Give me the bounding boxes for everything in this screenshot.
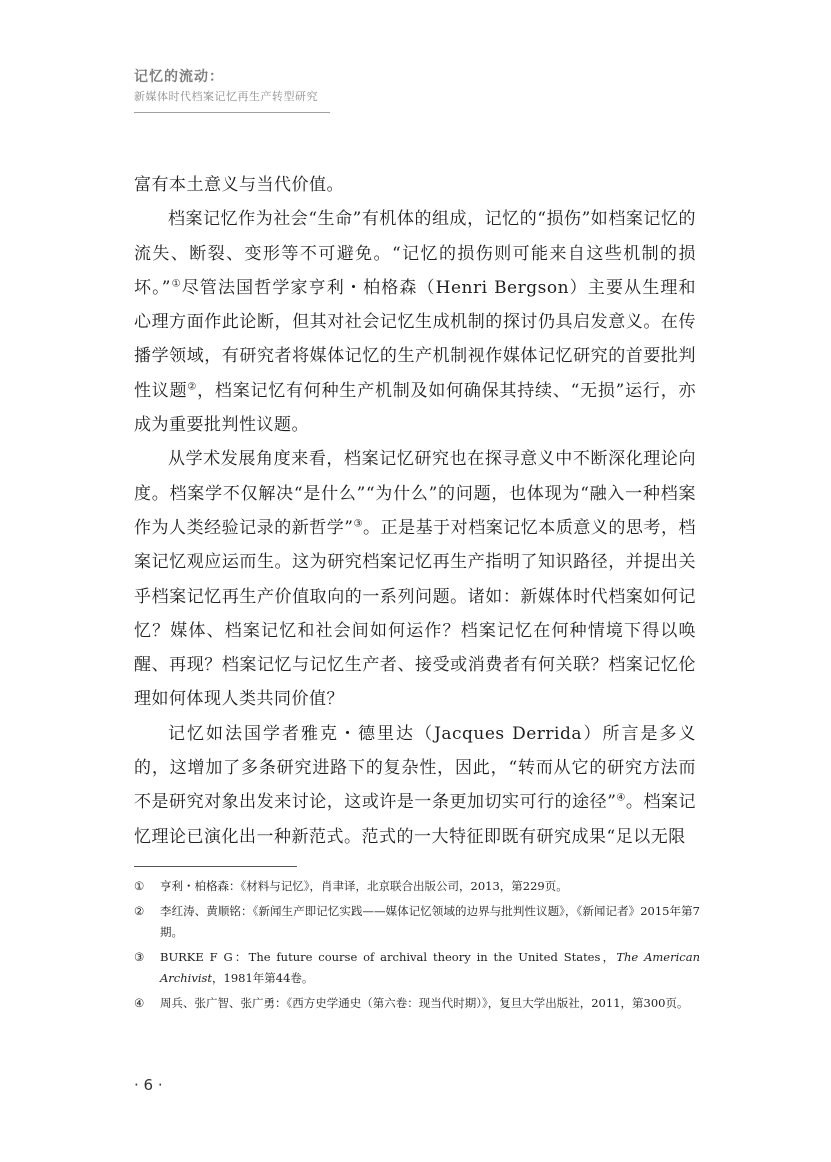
footnote-number: ③ bbox=[134, 950, 145, 964]
paragraph-text: 记忆如法国学者雅克・德里达（Jacques Derrida）所言是多义的，这增加了多条研究进路下的复杂性，因此，“转而从它的研究方法而不是研究对象出发来讨论，这或许是一条更加切实可行的途径” bbox=[134, 723, 696, 813]
paragraph-2 bbox=[134, 202, 696, 442]
footnote-1 bbox=[134, 876, 700, 897]
paragraph-text: 。正是基于对档案记忆本质意义的思考，档案记忆观应运而生。这为研究档案记忆再生产指明了知识路径，并提出关乎档案记忆再生产价值取向的一系列问题。诸如：新媒体时代档案如何记忆？媒体、档案记忆和社会间如何运作？档案记忆在何种情境下得以唤醒、再现？档案记忆与记忆生产者、接受或消费者有何关联？档案记忆伦理如何体现人类共同价值？ bbox=[134, 517, 697, 710]
footnotes bbox=[134, 876, 700, 1018]
footnote-3 bbox=[134, 947, 700, 989]
paragraph-text: 从学术发展角度来看，档案记忆研究也在探寻意义中不断深化理论向度。档案学不仅解决“是什么”“为什么”的问题，也体现为“融入一种档案作为人类经验记录的新哲学” bbox=[134, 449, 696, 538]
page-number: · 6 · bbox=[134, 1076, 163, 1094]
footnote-4 bbox=[134, 993, 700, 1014]
footnote-text-part: BURKE F G：The future course of archival theory in the United States， bbox=[160, 950, 617, 964]
footnote-rule bbox=[134, 866, 297, 867]
journal-title: The American Archivist bbox=[160, 950, 700, 985]
footnote-text-part: ，1981年第44卷。 bbox=[212, 971, 314, 985]
paragraph-text: 尽管法国哲学家亨利・柏格森（Henri Bergson）主要从生理和心理方面作此论断，但其对社会记忆生成机制的探讨仍具启发意义。在传播学领域，有研究者将媒体记忆的生产机制视作媒体记忆研究的首要批判性议题 bbox=[134, 277, 696, 401]
paragraph-text: ，档案记忆有何种生产机制及如何确保其持续、“无损”运行，亦成为重要批判性议题。 bbox=[134, 380, 697, 436]
footnote-number: ① bbox=[134, 879, 145, 893]
footnote-ref[interactable]: ② bbox=[187, 381, 198, 393]
footnote-text: 亨利・柏格森：《材料与记忆》，肖聿译，北京联合出版公司，2013，第229页。 bbox=[160, 879, 568, 893]
book-subtitle: 新媒体时代档案记忆再生产转型研究 bbox=[134, 90, 318, 103]
book-title: 记忆的流动： bbox=[134, 69, 224, 85]
paragraph-1 bbox=[134, 168, 696, 202]
body-text bbox=[134, 168, 696, 854]
footnote-2 bbox=[134, 901, 700, 943]
footnote-number: ④ bbox=[134, 996, 145, 1010]
paragraph-text: 富有本土意义与当代价值。 bbox=[134, 175, 344, 195]
footnote-text: 李红涛、黄顺铭：《新闻生产即记忆实践——媒体记忆领域的边界与批判性议题》，《新闻记者》2015年第7期。 bbox=[160, 904, 700, 939]
footnote-ref[interactable]: ① bbox=[170, 278, 182, 290]
running-header bbox=[134, 68, 330, 113]
footnote-ref[interactable]: ④ bbox=[616, 792, 626, 804]
paragraph-text: 档案记忆作为社会“生命”有机体的组成，记忆的“损伤”如档案记忆的流失、断裂、变形等不可避免。“记忆的损伤则可能来自这些机制的损坏。” bbox=[134, 209, 696, 298]
paragraph-3 bbox=[134, 442, 696, 716]
footnote-text bbox=[160, 947, 700, 989]
footnote-number: ② bbox=[134, 904, 145, 918]
header-rule bbox=[134, 112, 330, 113]
paragraph-text: 。档案记忆理论已演化出一种新范式。范式的一大特征即既有研究成果“足以无限 bbox=[134, 792, 696, 847]
paragraph-4 bbox=[134, 717, 696, 854]
footnote-ref[interactable]: ③ bbox=[353, 518, 364, 530]
footnote-text: 周兵、张广智、张广勇：《西方史学通史（第六卷：现当代时期）》，复旦大学出版社，2011，第300页。 bbox=[160, 996, 689, 1010]
